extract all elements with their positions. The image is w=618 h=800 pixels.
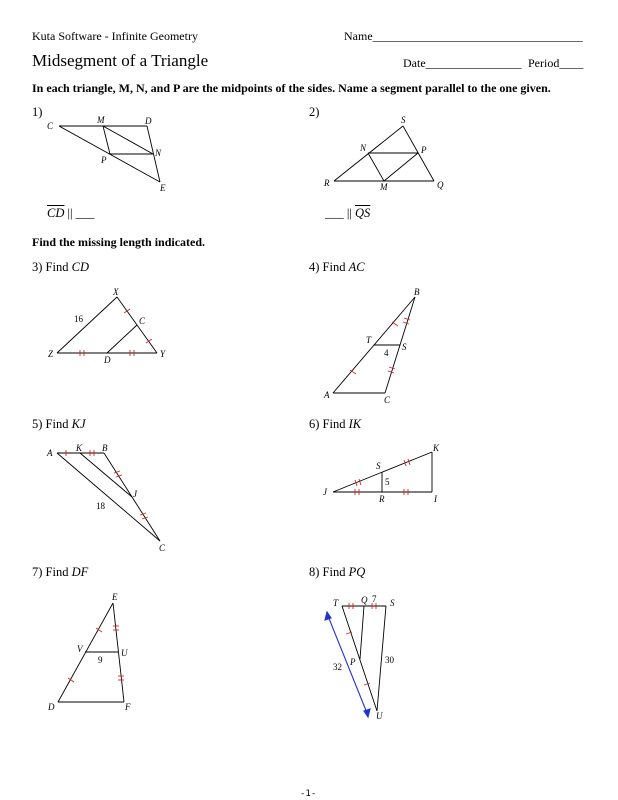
label-S: S xyxy=(390,598,395,608)
period-field[interactable]: Period____ xyxy=(528,56,584,70)
problem-7-target: DF xyxy=(71,565,89,579)
label-M: M xyxy=(97,115,105,125)
instructions-part1: In each triangle, M, N, and P are the midpoints of the sides. Name a segment parallel to the one given. xyxy=(32,81,551,95)
page-title: Midsegment of a Triangle xyxy=(32,51,209,70)
given-TU: 32 xyxy=(333,662,342,672)
given-SU: 30 xyxy=(385,655,394,665)
label-N: N xyxy=(360,143,367,153)
label-P: P xyxy=(421,145,427,155)
label-E: E xyxy=(160,183,166,193)
label-Z: Z xyxy=(48,349,54,359)
given-SR: 5 xyxy=(385,477,390,487)
label-E: E xyxy=(112,592,118,602)
name-field[interactable]: Name___________________________________ xyxy=(344,29,583,43)
publisher-label: Kuta Software - Infinite Geometry xyxy=(32,29,198,43)
label-K: K xyxy=(433,443,440,453)
given-TS: 4 xyxy=(384,348,389,358)
problem-2-answer[interactable]: ___ || $\overline{QS}$ xyxy=(325,206,371,220)
label-B: B xyxy=(414,287,420,297)
label-B: B xyxy=(102,443,108,453)
problem-2-given-segment: $\overline{QS}$ xyxy=(355,206,371,220)
given-QS: 7 xyxy=(372,594,377,604)
problem-4-prompt: 4) Find AC xyxy=(309,260,365,274)
label-D: D xyxy=(104,355,111,365)
given-VU: 9 xyxy=(98,655,103,665)
problem-1-answer[interactable]: $\overline{CD}$ || ___ xyxy=(47,206,95,220)
given-XZ: 16 xyxy=(74,314,83,324)
label-S: S xyxy=(402,342,407,352)
label-S: S xyxy=(401,115,406,125)
problem-2-number: 2) xyxy=(309,105,320,119)
problem-6-prompt: 6) Find IK xyxy=(309,417,362,431)
label-R: R xyxy=(324,178,330,188)
problem-1-given-segment: $\overline{CD}$ xyxy=(47,206,65,220)
label-X: X xyxy=(113,287,119,297)
problem-3-target: CD xyxy=(71,260,89,274)
problem-1-number: 1) xyxy=(32,105,43,119)
label-K: K xyxy=(76,443,83,453)
label-V: V xyxy=(77,644,83,654)
label-I: I xyxy=(434,494,437,504)
label-T: T xyxy=(366,335,372,345)
label-Q: Q xyxy=(361,595,368,605)
problem-4-target: AC xyxy=(348,260,365,274)
page-number: -1- xyxy=(300,789,317,799)
label-J: J xyxy=(323,487,327,497)
label-C: C xyxy=(47,121,54,131)
label-R: R xyxy=(379,494,385,504)
problem-5-target: KJ xyxy=(71,417,86,431)
label-C: C xyxy=(139,316,146,326)
label-M: M xyxy=(380,182,388,192)
label-U: U xyxy=(121,648,128,658)
instructions-part2: Find the missing length indicated. xyxy=(32,235,206,249)
problem-8-target: PQ xyxy=(348,565,366,579)
date-field[interactable]: Date________________ xyxy=(403,56,522,70)
problem-7-prompt: 7) Find DF xyxy=(32,565,89,579)
label-P: P xyxy=(101,155,107,165)
label-Q: Q xyxy=(437,180,444,190)
given-AC: 18 xyxy=(96,501,105,511)
label-F: F xyxy=(125,702,131,712)
problem-8-prompt: 8) Find PQ xyxy=(309,565,366,579)
label-C: C xyxy=(159,543,166,553)
label-C: C xyxy=(384,395,391,405)
label-Y: Y xyxy=(160,349,166,359)
problem-6-target: IK xyxy=(348,417,362,431)
label-N: N xyxy=(155,148,162,158)
label-U: U xyxy=(376,711,383,721)
label-S: S xyxy=(376,461,381,471)
label-P: P xyxy=(350,657,356,667)
label-D: D xyxy=(48,702,55,712)
label-J: J xyxy=(133,489,137,499)
problem-3-prompt: 3) Find CD xyxy=(32,260,89,274)
label-D: D xyxy=(145,116,152,126)
label-A: A xyxy=(324,390,330,400)
label-T: T xyxy=(333,598,339,608)
problem-5-prompt: 5) Find KJ xyxy=(32,417,86,431)
label-A: A xyxy=(47,448,53,458)
